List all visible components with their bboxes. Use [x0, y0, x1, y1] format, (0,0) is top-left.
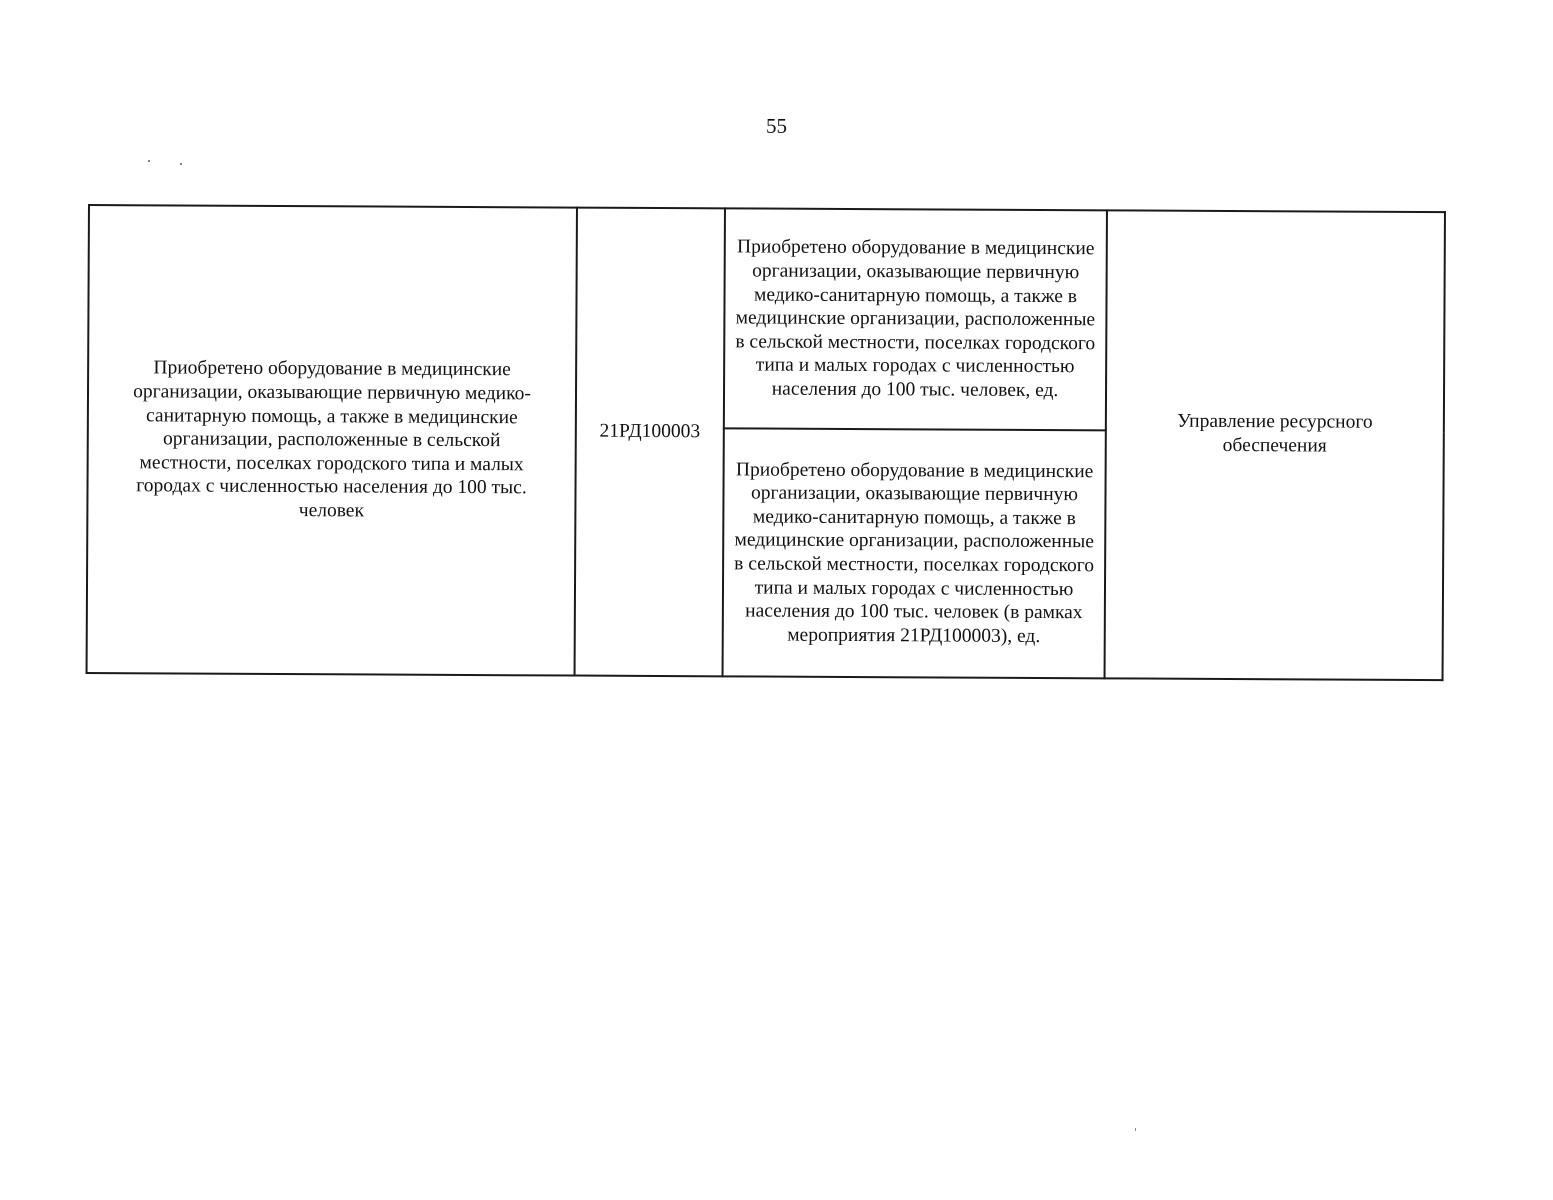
- responsible-cell: [1105, 210, 1445, 680]
- table-row: [88, 205, 1445, 432]
- measure-name-cell: [87, 205, 577, 676]
- indicator-text: Приобретено оборудование в медицинские организации, оказывающие первичную медико-санитарную помощь, а также в медицинские организации, расположенные в сельской местности, поселках городского типа и малых городах с численностью населения до 100 тыс. человек, ед.: [735, 236, 1096, 402]
- responsible-department: Управление ресурсного обеспечения: [1177, 411, 1373, 457]
- scan-specks: [148, 158, 188, 168]
- measures-table: [86, 204, 1446, 681]
- indicator-text: Приобретено оборудование в медицинские организации, оказывающие первичную медико-санитарную помощь, а также в медицинские организации, расположенные в сельской местности, поселках городского типа и малых городах с численностью населения до 100 тыс. человек (в рамках мероприятия 21РД100003), ед.: [734, 459, 1095, 647]
- indicator-cell: [723, 428, 1106, 678]
- indicator-cell: [724, 208, 1107, 430]
- measure-code: 21РД100003: [599, 420, 701, 443]
- measure-name: Приобретено оборудование в медицинские организации, оказывающие первичную медико-санитарную помощь, а также в медицинские организации, расположенные в сельской местности, поселках городского типа и малых городах с численностью населения до 100 тыс. человек: [133, 357, 531, 522]
- page-number: 55: [766, 114, 787, 138]
- scan-speck: [148, 160, 150, 162]
- scan-speck: [1135, 1128, 1136, 1131]
- scan-speck: [180, 163, 182, 165]
- measure-code-cell: [575, 208, 725, 677]
